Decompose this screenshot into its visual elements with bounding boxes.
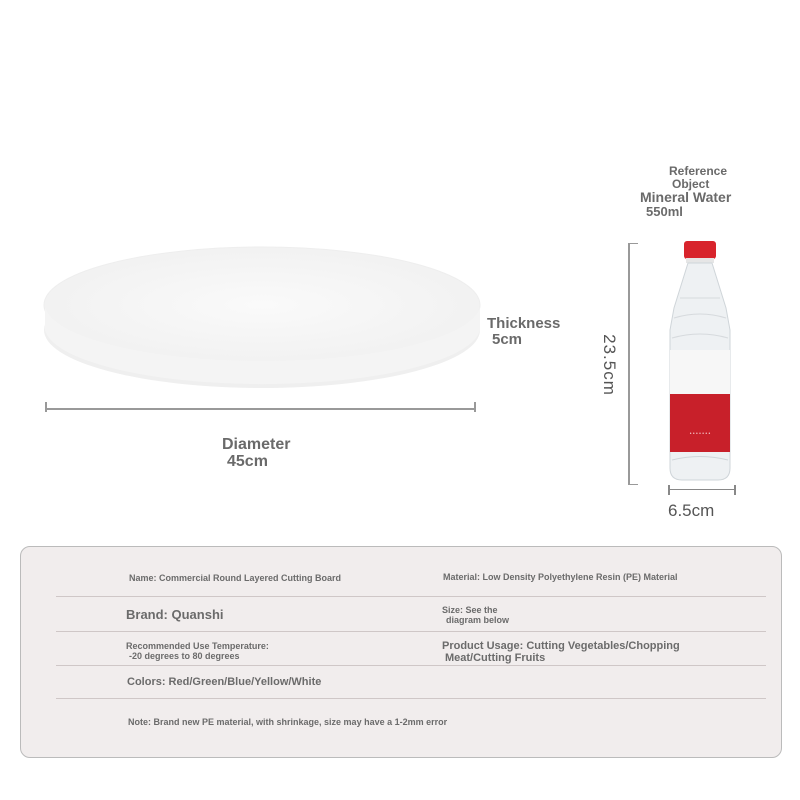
spec-usage-line-1: Product Usage: Cutting Vegetables/Chopping	[442, 640, 680, 652]
spec-note: Note: Brand new PE material, with shrinkage, size may have a 1-2mm error	[128, 717, 448, 727]
thickness-label: Thickness	[487, 315, 561, 332]
thickness-value: 5cm	[492, 331, 523, 348]
spec-size-line-1: Size: See the	[442, 605, 498, 615]
reference-line-4: 550ml	[646, 204, 683, 219]
width-ruler	[668, 485, 736, 495]
spec-temp-line-2: -20 degrees to 80 degrees	[129, 651, 240, 661]
water-bottle-image	[660, 238, 740, 483]
spec-colors: Colors: Red/Green/Blue/Yellow/White	[127, 676, 322, 688]
svg-text:• • • • • • •: • • • • • • •	[689, 431, 711, 437]
diameter-value: 45cm	[227, 453, 268, 470]
spec-material: Material: Low Density Polyethylene Resin (PE) Material	[443, 572, 678, 582]
reference-line-3: Mineral Water	[640, 189, 732, 205]
cutting-board-image	[40, 235, 490, 395]
height-value-wrap	[590, 325, 630, 405]
height-value: 23.5cm	[599, 334, 619, 396]
width-value: 6.5cm	[668, 501, 715, 520]
reference-line-1: Reference	[669, 164, 728, 178]
diameter-label: Diameter	[222, 436, 291, 453]
spec-divider-2	[56, 631, 766, 632]
spec-divider-1	[56, 596, 766, 597]
spec-temp-line-1: Recommended Use Temperature:	[126, 641, 269, 651]
spec-divider-4	[56, 698, 766, 699]
spec-panel	[20, 546, 782, 758]
water-bottle-illustration	[660, 238, 740, 483]
cutting-board-illustration	[40, 235, 490, 395]
diameter-ruler	[45, 402, 476, 412]
spec-size-line-2: diagram below	[446, 615, 510, 625]
spec-name: Name: Commercial Round Layered Cutting Board	[129, 573, 342, 583]
spec-divider-3	[56, 665, 766, 666]
spec-usage-line-2: Meat/Cutting Fruits	[445, 652, 546, 664]
spec-brand: Brand: Quanshi	[126, 607, 224, 622]
reference-line-2: Object	[672, 177, 710, 191]
